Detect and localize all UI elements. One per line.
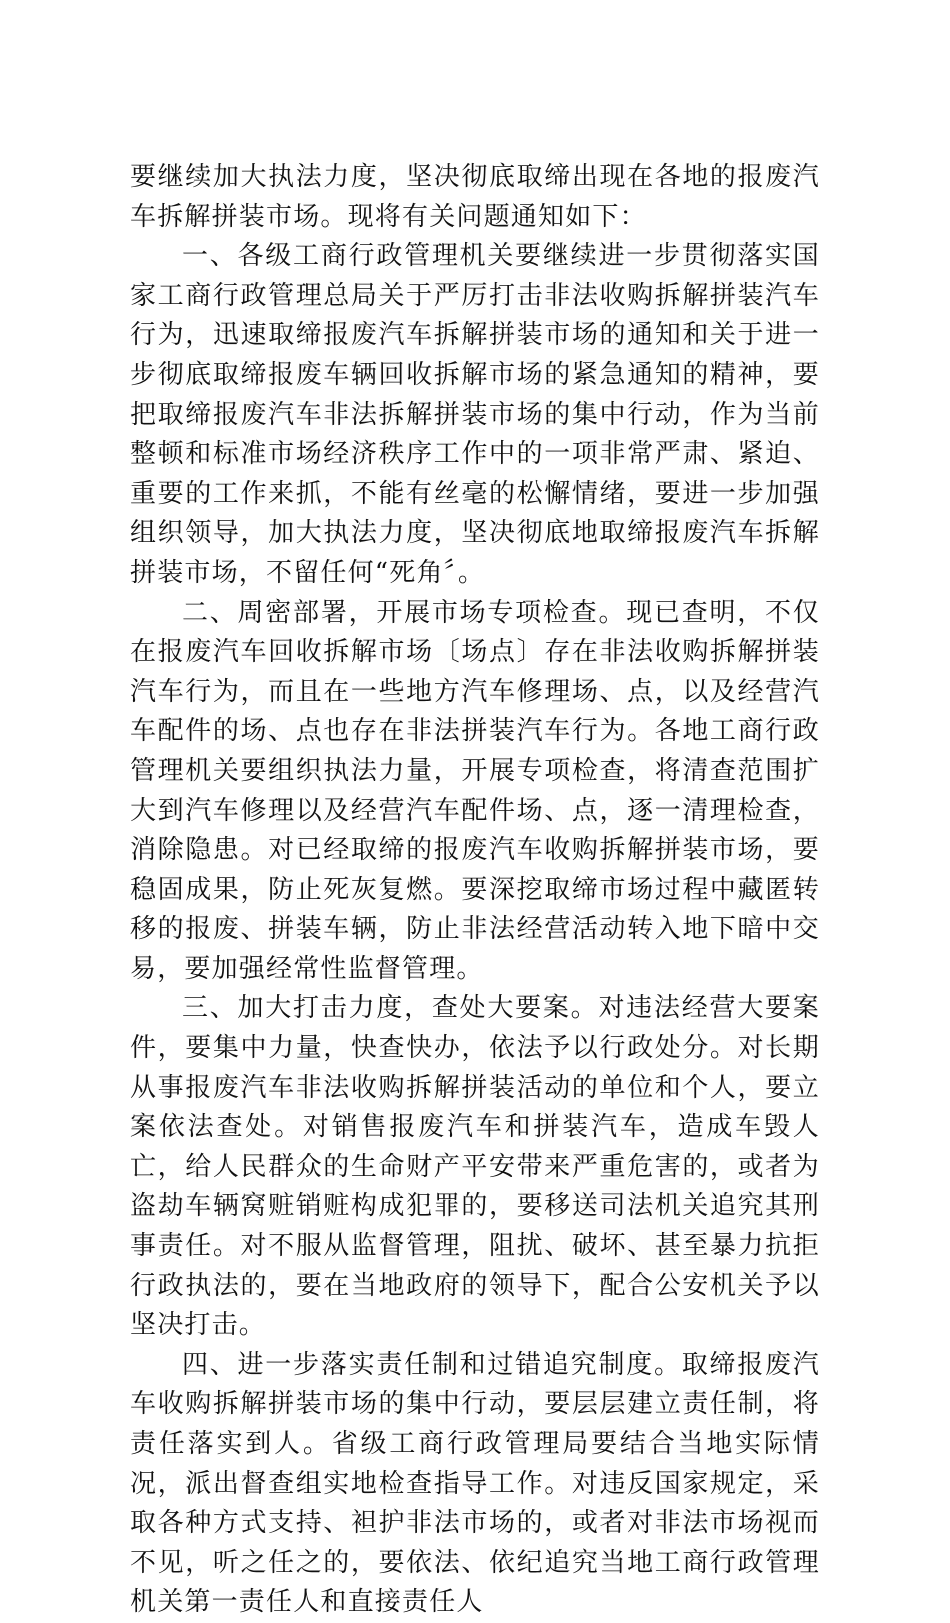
paragraph-intro-continuation: 要继续加大执法力度，坚决彻底取缔出现在各地的报废汽车拆解拼装市场。现将有关问题通知如下： [130,162,820,232]
paragraph-item-3: 三、加大打击力度，查处大要案。对违法经营大要案件，要集中力量，快查快办，依法予以行政处分。对长期从事报废汽车非法收购拆解拼装活动的单位和个人，要立案依法查处。对销售报废汽车和拼装汽车，造成车毁人亡，给人民群众的生命财产平安带来严重危害的，或者为盗劫车辆窝赃销赃构成犯罪的，要移送司法机关追究其刑事责任。对不服从监督管理，阻扰、破坏、甚至暴力抗拒行政执法的，要在当地政府的领导下，配合公安机关予以坚决打击。 [130,993,820,1341]
paragraph-item-2: 二、周密部署，开展市场专项检查。现已查明，不仅在报废汽车回收拆解市场〔场点〕存在非法收购拆解拼装汽车行为，而且在一些地方汽车修理场、点，以及经营汽车配件的场、点也存在非法拼装汽车行为。各地工商行政管理机关要组织执法力量，开展专项检查，将清查范围扩大到汽车修理以及经营汽车配件场、点，逐一清理检查，消除隐患。对已经取缔的报废汽车收购拆解拼装市场，要稳固成果，防止死灰复燃。要深挖取缔市场过程中藏匿转移的报废、拼装车辆，防止非法经营活动转入地下暗中交易，要加强经常性监督管理。 [130,597,820,984]
paragraph-item-4: 四、进一步落实责任制和过错追究制度。取缔报废汽车收购拆解拼装市场的集中行动，要层层建立责任制，将责任落实到人。省级工商行政管理局要结合当地实际情况，派出督查组实地检查指导工作。对违反国家规定，采取各种方式支持、袒护非法市场的，或者对非法市场视而不见，听之任之的，要依法、依纪追究当地工商行政管理机关第一责任人和直接责任人 [130,1349,820,1618]
document-page [130,158,820,1623]
paragraph-item-1: 一、各级工商行政管理机关要继续进一步贯彻落实国家工商行政管理总局关于严厉打击非法收购拆解拼装汽车行为，迅速取缔报废汽车拆解拼装市场的通知和关于进一步彻底取缔报废车辆回收拆解市场的紧急通知的精神，要把取缔报废汽车非法拆解拼装市场的集中行动，作为当前整顿和标准市场经济秩序工作中的一项非常严肃、紧迫、重要的工作来抓，不能有丝毫的松懈情绪，要进一步加强组织领导，加大执法力度，坚决彻底地取缔报废汽车拆解拼装市场，不留任何“死角〞。 [130,241,820,588]
